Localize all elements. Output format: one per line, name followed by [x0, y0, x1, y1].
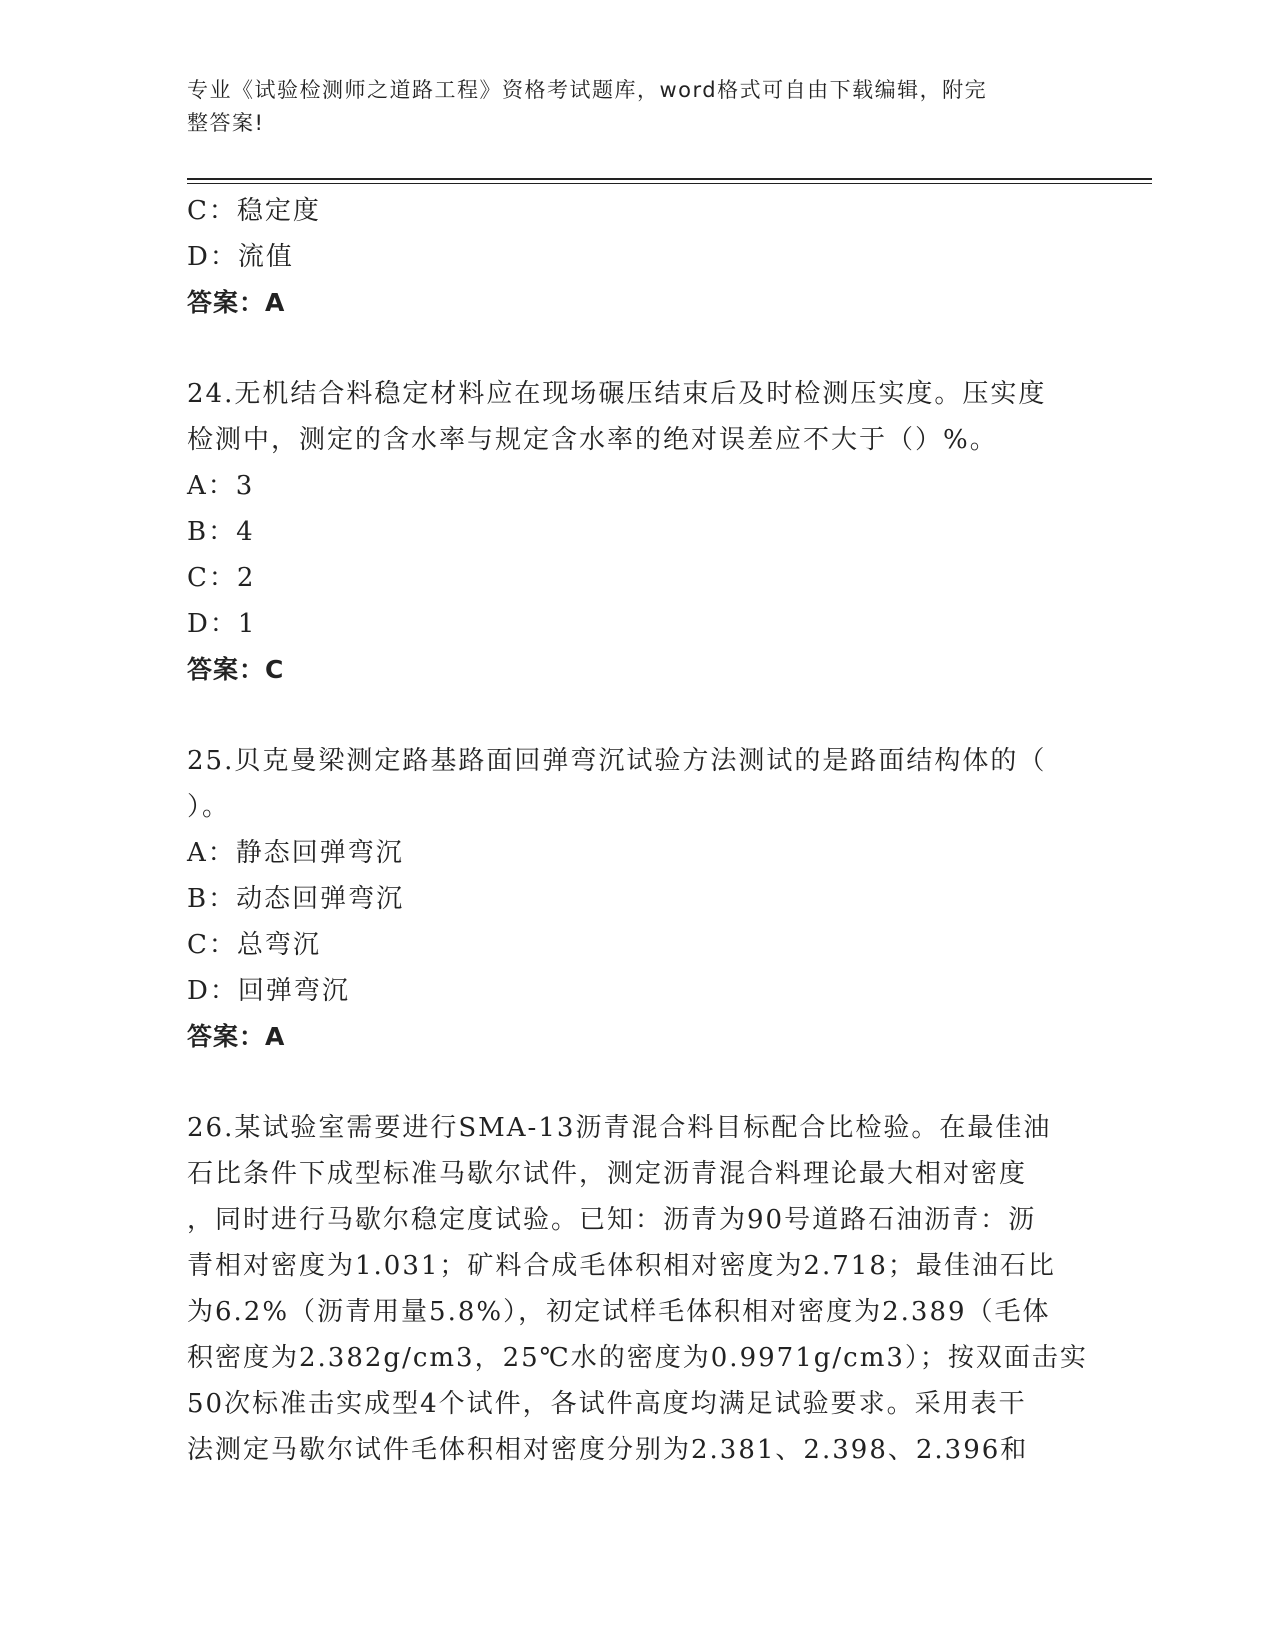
question-stem-line: 法测定马歇尔试件毛体积相对密度分别为2.381、2.398、2.396和 — [187, 1435, 1029, 1465]
option-a: A：静态回弹弯沉 — [187, 838, 404, 868]
option-b: B：4 — [187, 517, 255, 547]
page-header — [187, 74, 1067, 140]
option-c: C：稳定度 — [187, 196, 321, 226]
question-stem-line: ，同时进行马歇尔稳定度试验。已知：沥青为90号道路石油沥青：沥 — [187, 1205, 1037, 1235]
header-line-2: 整答案! — [187, 111, 265, 135]
question-25 — [187, 738, 1077, 1060]
answer-label: 答案：A — [187, 1022, 286, 1051]
question-stem-line: 积密度为2.382g/cm3，25℃水的密度为0.9971g/cm3）；按双面击实 — [187, 1343, 1088, 1373]
question-stem-line: ）。 — [187, 792, 231, 822]
option-c: C：总弯沉 — [187, 930, 321, 960]
question-26 — [187, 1105, 1088, 1473]
option-a: A：3 — [187, 471, 255, 501]
document-body — [187, 188, 1088, 1473]
option-c: C：2 — [187, 563, 256, 593]
option-d: D：1 — [187, 609, 257, 639]
question-stem-line: 石比条件下成型标准马歇尔试件，测定沥青混合料理论最大相对密度 — [187, 1159, 1028, 1189]
header-divider-thin — [187, 183, 1152, 184]
question-23 — [187, 188, 1077, 326]
answer-label: 答案：A — [187, 288, 286, 317]
option-b: B：动态回弹弯沉 — [187, 884, 405, 914]
question-stem-line: 25.贝克曼梁测定路基路面回弹弯沉试验方法测试的是路面结构体的（ — [187, 746, 1047, 776]
question-stem-line: 50次标准击实成型4个试件，各试件高度均满足试验要求。采用表干 — [187, 1389, 1027, 1419]
question-24 — [187, 371, 1077, 693]
option-d: D：回弹弯沉 — [187, 976, 350, 1006]
question-stem-line: 26.某试验室需要进行SMA-13沥青混合料目标配合比检验。在最佳油 — [187, 1113, 1052, 1143]
question-stem-line: 为6.2%（沥青用量5.8%），初定试样毛体积相对密度为2.389（毛体 — [187, 1297, 1051, 1327]
question-stem-line: 检测中，测定的含水率与规定含水率的绝对误差应不大于（）%。 — [187, 425, 998, 455]
question-stem-line: 24.无机结合料稳定材料应在现场碾压结束后及时检测压实度。压实度 — [187, 379, 1047, 409]
header-line-1: 专业《试验检测师之道路工程》资格考试题库，word格式可自由下载编辑，附完 — [187, 78, 988, 102]
header-divider-thick — [187, 178, 1152, 180]
answer-label: 答案：C — [187, 655, 285, 684]
option-d: D：流值 — [187, 242, 294, 272]
question-stem-line: 青相对密度为1.031；矿料合成毛体积相对密度为2.718；最佳油石比 — [187, 1251, 1056, 1281]
